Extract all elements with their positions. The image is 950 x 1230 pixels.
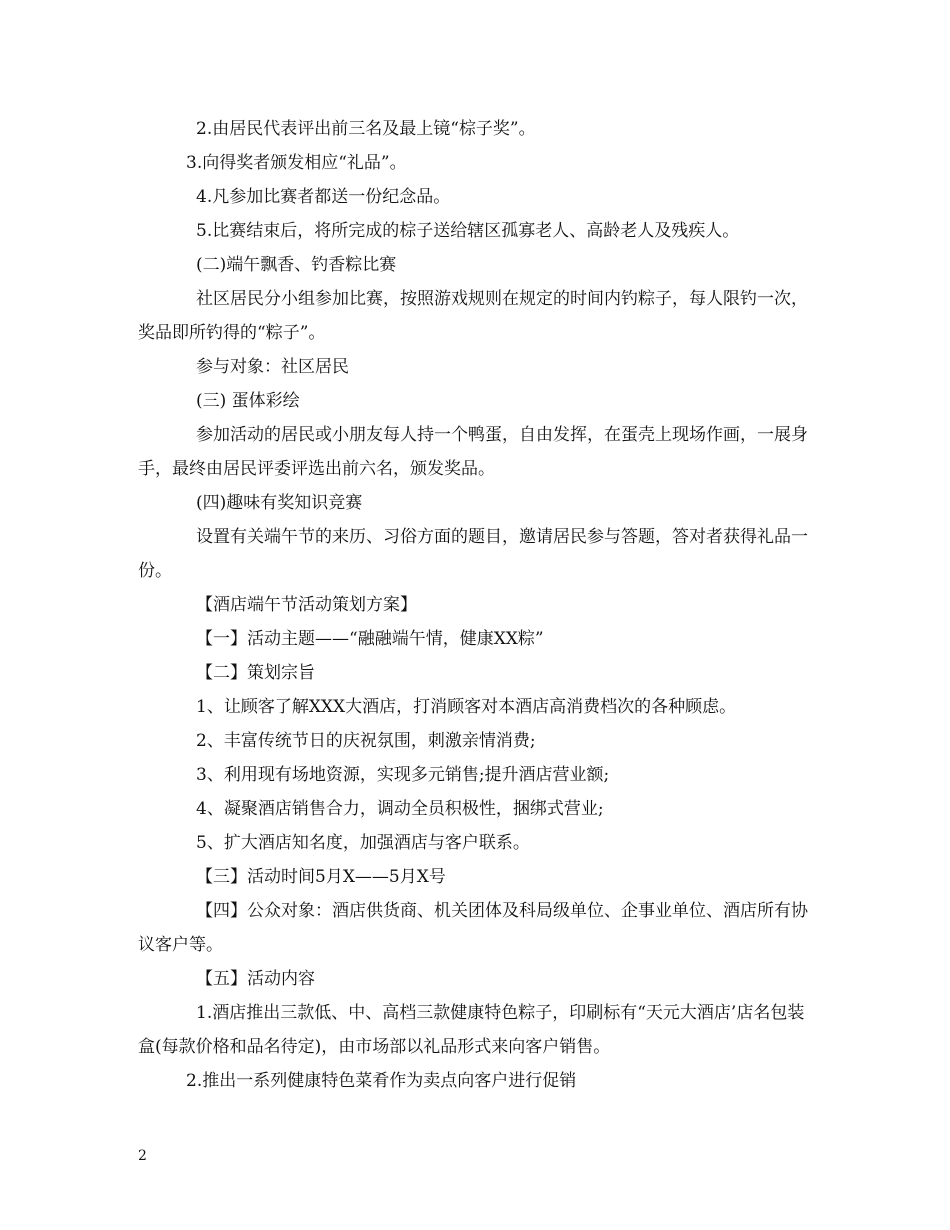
heading-hotel-plan: 【酒店端午节活动策划方案】 [196, 595, 417, 615]
paragraph-souvenir: 4.凡参加比赛者都送一份纪念品。 [196, 187, 451, 207]
heading-fishing-zongzi: (二)端午飘香、钓香粽比赛 [196, 255, 397, 275]
content-item-2: 2.推出一系列健康特色菜肴作为卖点向客户进行促销 [186, 1071, 577, 1091]
paragraph-egg-painting: 参加活动的居民或小朋友每人持一个鸭蛋，自由发挥，在蛋壳上现场作画，一展身手，最终由居民评委评选出前六名，颁发奖品。 [138, 425, 808, 479]
purpose-item-1: 1、让顾客了解XXX大酒店，打消顾客对本酒店高消费档次的各种顾虑。 [196, 697, 737, 717]
section-time: 【三】活动时间5月X——5月X号 [196, 867, 446, 887]
paragraph-donate-zongzi: 5.比赛结束后，将所完成的棕子送给辖区孤寡老人、高龄老人及残疾人。 [196, 221, 740, 241]
paragraph-award-selection: 2.由居民代表评出前三名及最上镜“棕子奖”。 [196, 119, 536, 139]
section-content: 【五】活动内容 [196, 969, 315, 989]
heading-quiz: (四)趣味有奖知识竞赛 [196, 493, 363, 513]
purpose-item-5: 5、扩大酒店知名度，加强酒店与客户联系。 [196, 833, 530, 853]
section-audience: 【四】公众对象：酒店供货商、机关团体及科局级单位、企事业单位、酒店所有协议客户等。 [138, 901, 808, 955]
section-theme: 【一】活动主题——“融融端午情，健康XX粽” [196, 629, 544, 649]
paragraph-quiz: 设置有关端午节的来历、习俗方面的题目，邀请居民参与答题，答对者获得礼品一份。 [138, 527, 808, 581]
page-number: 2 [138, 1148, 147, 1164]
paragraph-participants: 参与对象：社区居民 [196, 357, 349, 377]
paragraph-fishing-rules: 社区居民分小组参加比赛，按照游戏规则在规定的时间内钓粽子，每人限钓一次，奖品即所钓得的“粽子”。 [138, 289, 808, 343]
purpose-item-3: 3、利用现有场地资源，实现多元销售;提升酒店营业额; [196, 765, 610, 785]
purpose-item-2: 2、丰富传统节日的庆祝氛围，刺激亲情消费; [196, 731, 536, 751]
purpose-item-4: 4、凝聚酒店销售合力，调动全员积极性，捆绑式营业; [196, 799, 604, 819]
content-item-1: 1.酒店推出三款低、中、高档三款健康特色粽子，印刷标有“天元大酒店’店名包装盒(每款价格和品名待定)，由市场部以礼品形式来向客户销售。 [138, 1003, 805, 1057]
document-body [138, 112, 814, 1098]
paragraph-award-gift: 3.向得奖者颁发相应“礼品”。 [186, 153, 407, 173]
section-purpose: 【二】策划宗旨 [196, 663, 315, 683]
heading-egg-painting: (三) 蛋体彩绘 [196, 391, 300, 411]
